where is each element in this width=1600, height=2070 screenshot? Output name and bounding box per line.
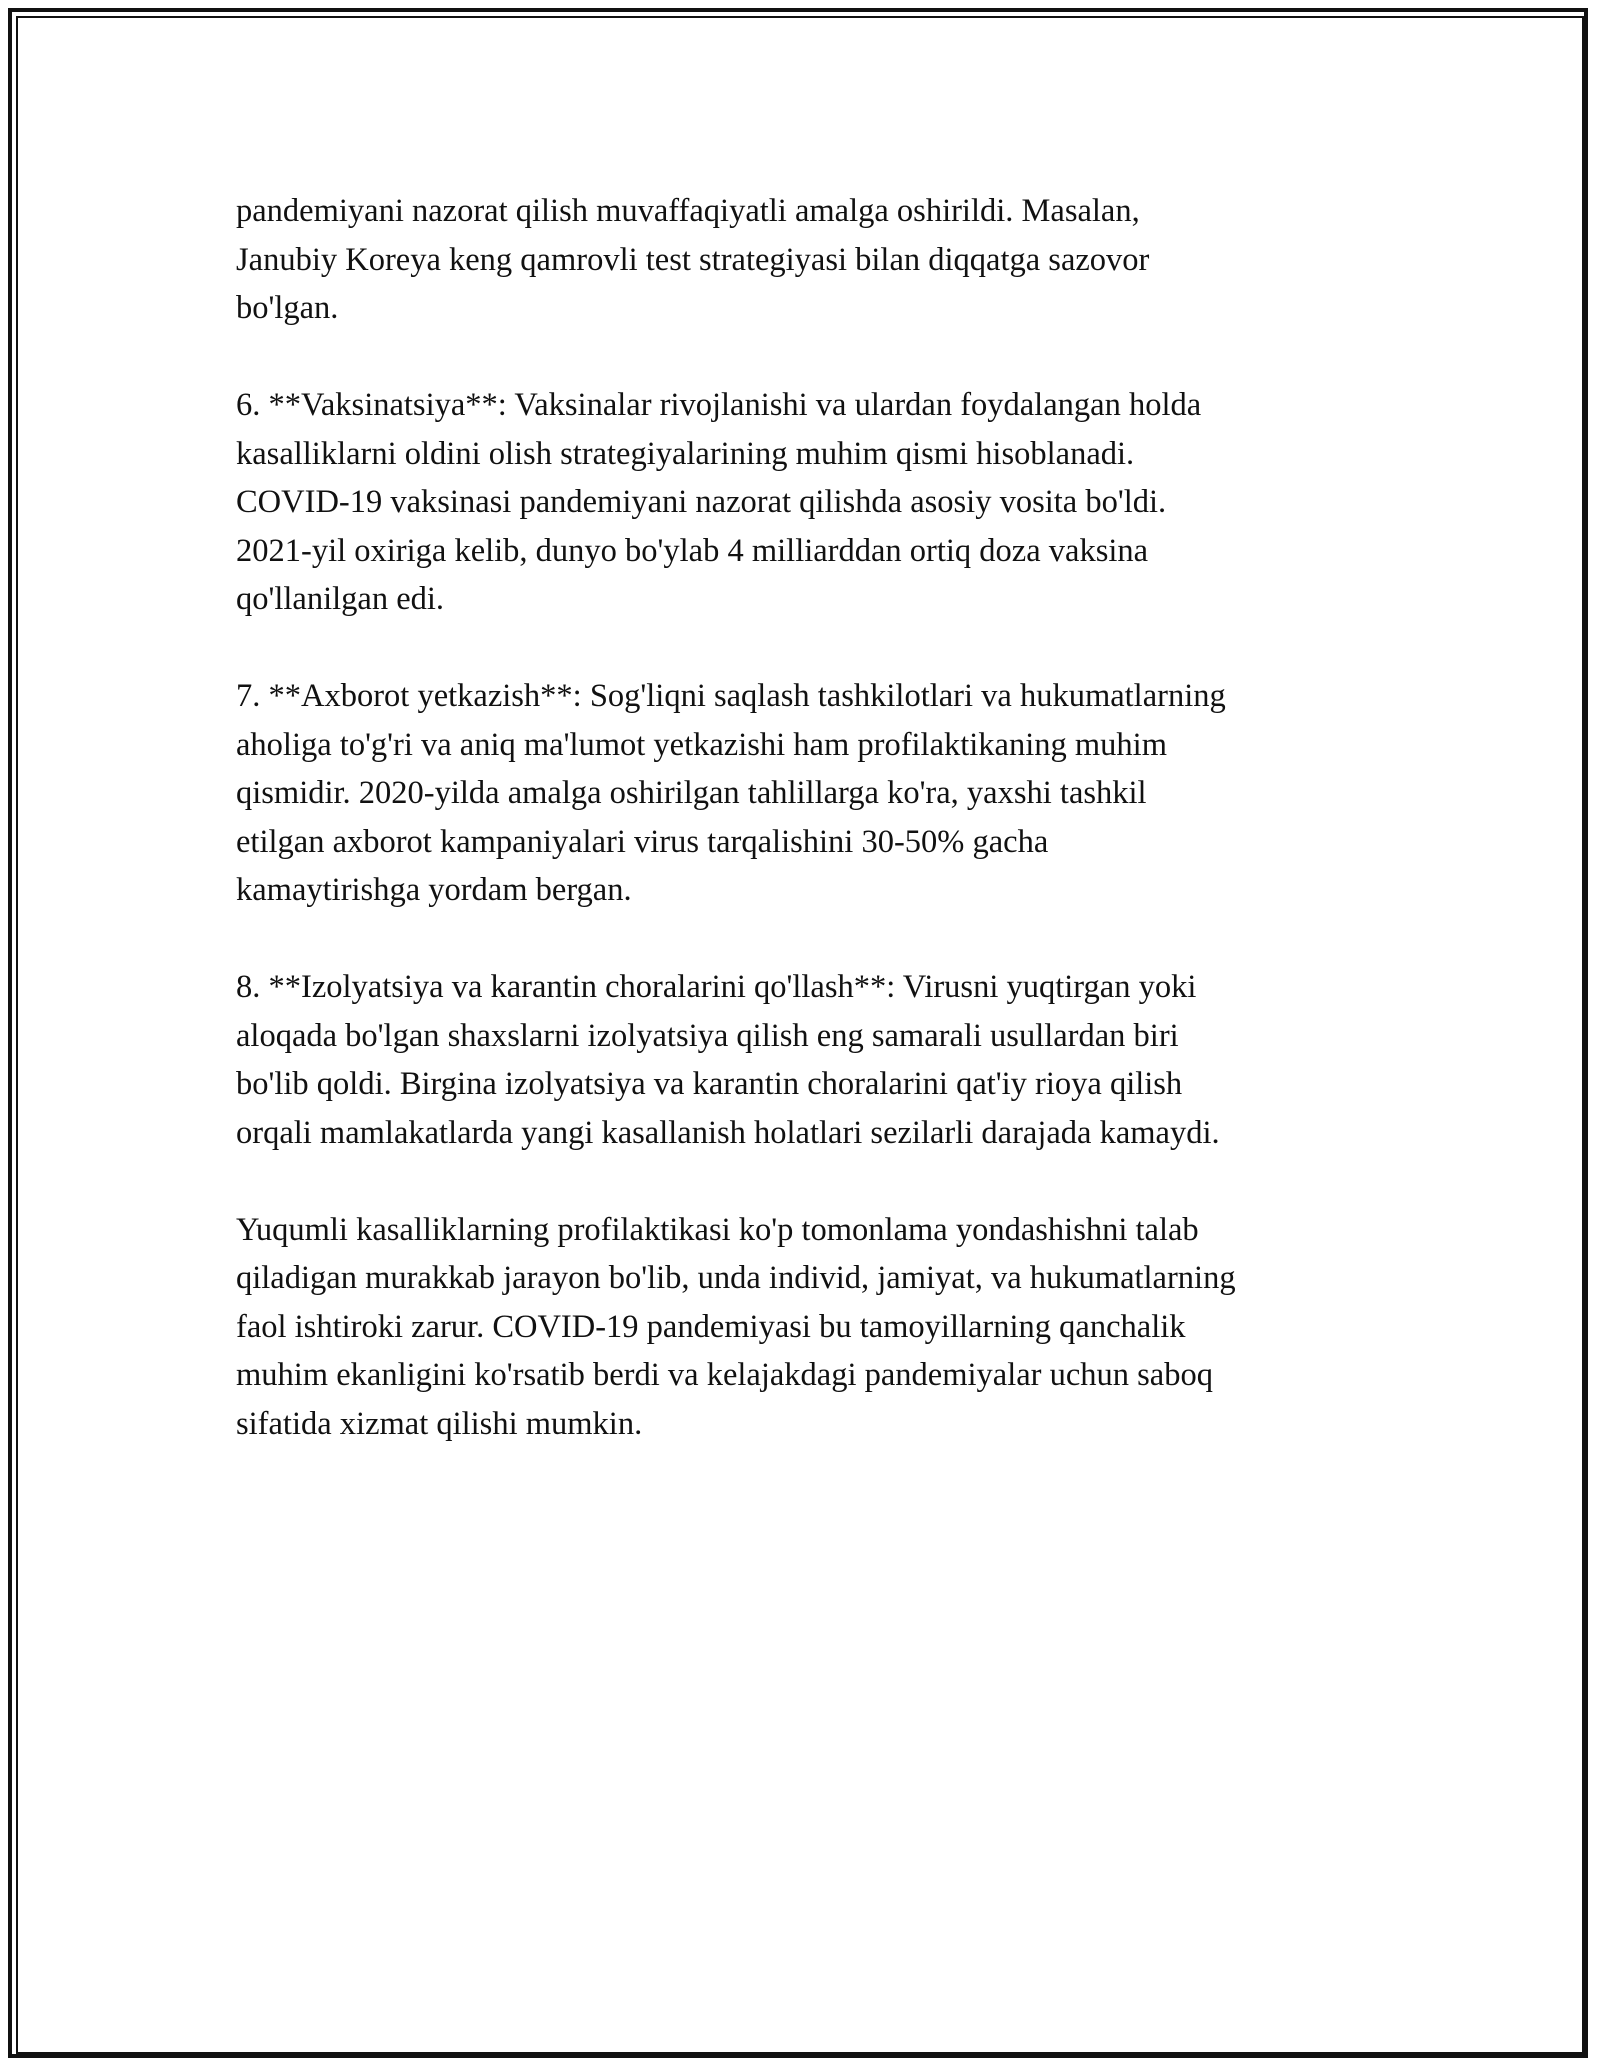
paragraph-continuation bbox=[236, 187, 1396, 333]
text-line: aholiga to'g'ri va aniq ma'lumot yetkazishi ham profilaktikaning muhim bbox=[236, 726, 1167, 763]
text-line: pandemiyani nazorat qilish muvaffaqiyatli amalga oshirildi. Masalan, bbox=[236, 193, 1140, 229]
text-line: 6. **Vaksinatsiya**: Vaksinalar rivojlanishi va ulardan foydalangan holda bbox=[236, 387, 1202, 423]
text-line: muhim ekanligini ko'rsatib berdi va kelajakdagi pandemiyalar uchun saboq bbox=[236, 1357, 1213, 1393]
paragraph-isolation bbox=[236, 963, 1396, 1157]
text-line: qo'llanilgan edi. bbox=[236, 581, 445, 617]
paragraph-information bbox=[236, 672, 1396, 915]
text-line: qiladigan murakkab jarayon bo'lib, unda individ, jamiyat, va hukumatlarning bbox=[236, 1260, 1236, 1296]
text-line: faol ishtiroki zarur. COVID-19 pandemiyasi bu tamoyillarning qanchalik bbox=[236, 1308, 1186, 1345]
text-line: COVID-19 vaksinasi pandemiyani nazorat qilishda asosiy vosita bo'ldi. bbox=[236, 484, 1167, 520]
text-line: sifatida xizmat qilishi mumkin. bbox=[236, 1405, 643, 1442]
text-line: kamaytirishga yordam bergan. bbox=[236, 872, 632, 908]
paragraph-conclusion bbox=[236, 1206, 1396, 1449]
text-line: orqali mamlakatlarda yangi kasallanish holatlari sezilarli darajada kamaydi. bbox=[236, 1114, 1220, 1151]
text-line: Janubiy Koreya keng qamrovli test strategiyasi bilan diqqatga sazovor bbox=[236, 241, 1150, 278]
text-line: 2021-yil oxiriga kelib, dunyo bo'ylab 4 milliarddan ortiq doza vaksina bbox=[236, 532, 1149, 569]
text-line: Yuqumli kasalliklarning profilaktikasi ko'p tomonlama yondashishni talab bbox=[236, 1211, 1199, 1248]
paragraph-vaccination bbox=[236, 381, 1396, 624]
text-line: kasalliklarni oldini olish strategiyalarining muhim qismi hisoblanadi. bbox=[236, 435, 1135, 472]
text-line: 8. **Izolyatsiya va karantin choralarini qo'llash**: Virusni yuqtirgan yoki bbox=[236, 969, 1197, 1005]
document-body bbox=[236, 187, 1396, 1497]
text-line: qismidir. 2020-yilda amalga oshirilgan tahlillarga ko'ra, yaxshi tashkil bbox=[236, 775, 1147, 811]
text-line: 7. **Axborot yetkazish**: Sog'liqni saqlash tashkilotlari va hukumatlarning bbox=[236, 678, 1226, 714]
text-line: bo'lgan. bbox=[236, 290, 339, 326]
text-line: bo'lib qoldi. Birgina izolyatsiya va karantin choralarini qat'iy rioya qilish bbox=[236, 1066, 1183, 1102]
text-line: aloqada bo'lgan shaxslarni izolyatsiya qilish eng samarali usullardan biri bbox=[236, 1017, 1179, 1054]
text-line: etilgan axborot kampaniyalari virus tarqalishini 30-50% gacha bbox=[236, 823, 1049, 860]
